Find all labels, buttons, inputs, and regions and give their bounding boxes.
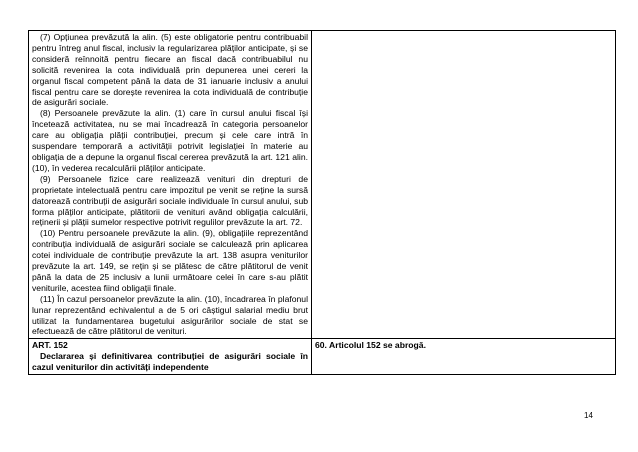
right-cell-empty [312,31,616,339]
paragraph-11: (11) În cazul persoanelor prevăzute la alin. (10), încadrarea în plafonul lunar reprezentând echivalentul a de 5 ori câștigul salarial mediu brut utilizat la fundamentarea bugetului asigurărilor sociale de stat se efectuează de către plătitorul de venituri. [32,293,308,337]
amendment-cell [312,339,616,375]
comparison-table [28,30,616,375]
article-number: ART. 152 [32,340,68,351]
amendment-text: 60. Articolul 152 se abrogă. [315,340,426,351]
table-row [29,31,616,339]
page-number: 14 [584,411,593,420]
article-cell [29,339,312,375]
paragraph-9: (9) Persoanele fizice care realizează venituri din drepturi de proprietate intelectuală pentru care impozitul pe venit se reține la sursă datorează contribuții de asigurări sociale individuale în cursul anului, sub forma plăților anticipate, plătitorii de venituri având obligația calculării, reținerii și plății sumelor respective potrivit regulilor prevăzute la art. 72. [32,173,308,228]
article-title: Declararea și definitivarea contribuției de asigurări sociale în cazul veniturilor din activități independente [32,351,308,373]
paragraph-7: (7) Opțiunea prevăzută la alin. (5) este obligatorie pentru contribuabil pentru întreg anul fiscal, inclusiv la regularizarea plăților anticipate, și se consideră reînnoită pentru fiecare an fiscal dacă contribuabilul nu solicită revenirea la cota individuală prin depunerea unei cereri la organul fiscal competent până la data de 31 ianuarie inclusiv a anului fiscal pentru care se dorește revenirea la cota individuală de contribuție de asigurări sociale. [32,32,308,108]
paragraph-10: (10) Pentru persoanele prevăzute la alin. (9), obligațiile reprezentând contribuția individuală de asigurări sociale se calculează prin aplicarea cotei individuale de contribuție prevăzute la art. 138 asupra veniturilor prevăzute la art. 149, se rețin și se plătesc de către plătitorul de venit până la data de 25 inclusiv a lunii următoare celei în care s-au plătit veniturile, acestea fiind obligații finale. [32,228,308,293]
left-cell [29,31,312,339]
table-row [29,339,616,375]
paragraph-8: (8) Persoanele prevăzute la alin. (1) care în cursul anului fiscal își încetează activitatea, nu se mai încadrează în categoria persoanelor care au obligația plății contribuției, precum și cele care intră în suspendare temporară a activității potrivit legislației în materie au obligația de a depune la organul fiscal cererea prevăzută la art. 121 alin. (10), în vederea recalculării plăților anticipate. [32,108,308,173]
